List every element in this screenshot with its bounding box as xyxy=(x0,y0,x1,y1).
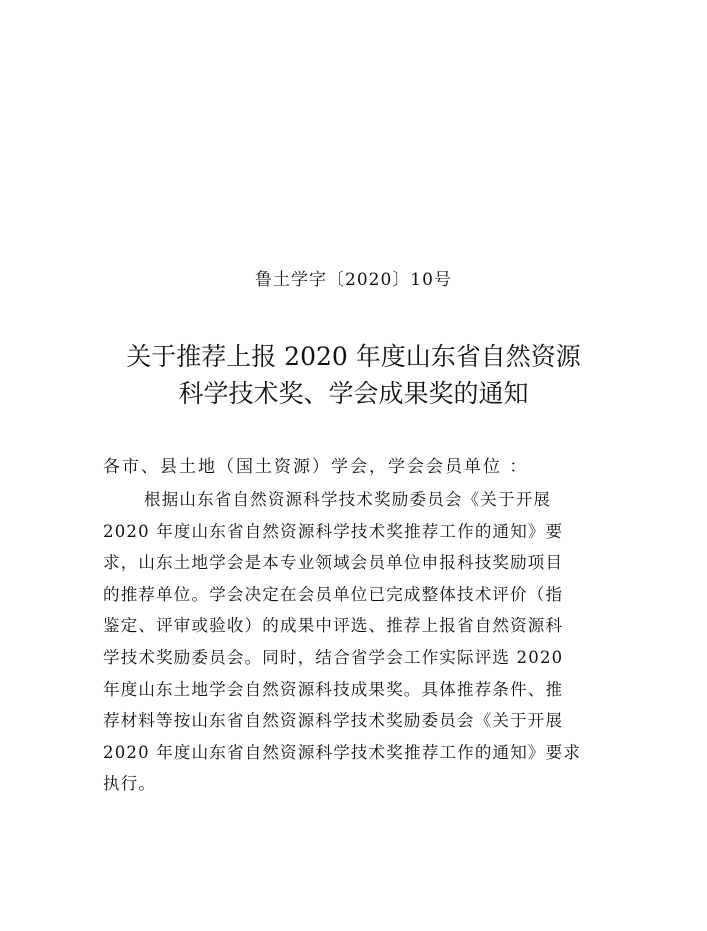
body-line: 学技术奖励委员会。同时，结合省学会工作实际评选 2020 xyxy=(103,647,564,667)
body-line: 的推荐单位。学会决定在会员单位已完成整体技术评价（指 xyxy=(103,584,564,604)
body-line: 根据山东省自然资源科学技术奖励委员会《关于开展 xyxy=(144,490,552,509)
body-line: 2020 年度山东省自然资源科学技术奖推荐工作的通知》要求 xyxy=(103,742,582,762)
document-title xyxy=(0,338,707,412)
body-paragraph xyxy=(103,487,606,803)
document-number: 鲁土学字〔2020〕10号 xyxy=(255,270,452,290)
body-line: 鉴定、评审或验收）的成果中评选、推荐上报省自然资源科 xyxy=(103,616,564,636)
body-line: 年度山东土地学会自然资源科技成果奖。具体推荐条件、推 xyxy=(103,679,564,699)
body-line: 荐材料等按山东省自然资源科学技术奖励委员会《关于开展 xyxy=(103,711,564,731)
body-line: 2020 年度山东省自然资源科学技术奖推荐工作的通知》要 xyxy=(103,521,564,541)
body-line: 求，山东土地学会是本专业领域会员单位申报科技奖励项目 xyxy=(103,553,564,573)
salutation: 各市、县土地（国土资源）学会，学会会员单位 ： xyxy=(103,457,529,477)
title-line-2: 科学技术奖、学会成果奖的通知 xyxy=(178,379,529,408)
body-line: 执行。 xyxy=(103,774,157,794)
title-line-1: 关于推荐上报 2020 年度山东省自然资源 xyxy=(126,342,581,371)
